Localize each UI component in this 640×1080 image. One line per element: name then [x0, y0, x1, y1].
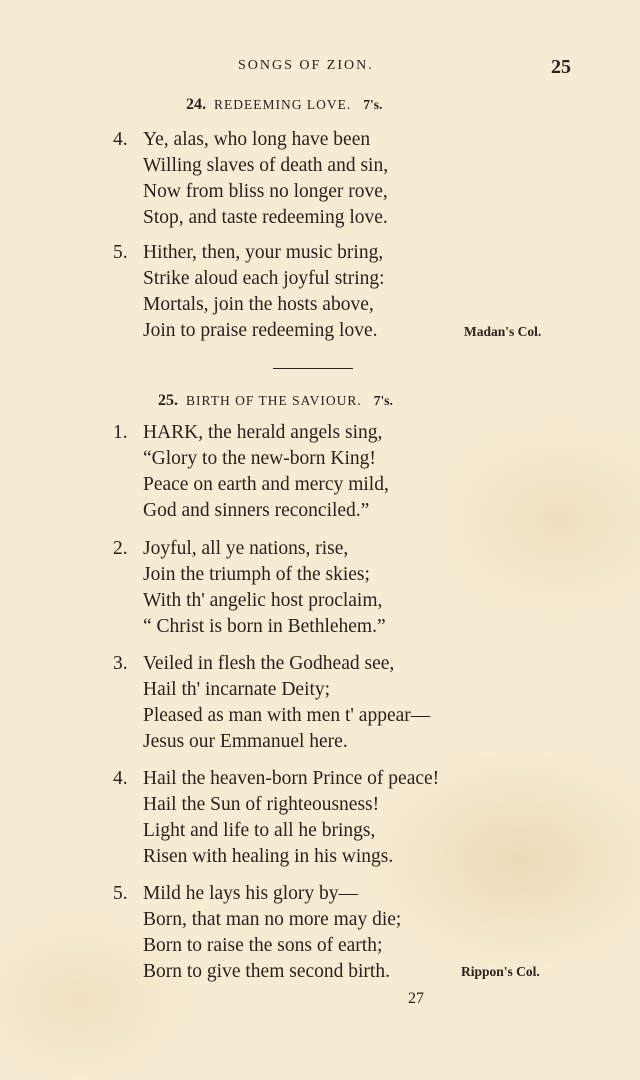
running-head: [0, 56, 640, 80]
verse-line: “ Christ is born in Bethlehem.”: [143, 616, 386, 637]
hymn-25-attribution: Rippon's Col.: [461, 964, 540, 979]
verse-line: God and sinners reconciled.”: [143, 500, 370, 521]
verse-line: Join to praise redeeming love.: [143, 320, 378, 341]
verse-line: 2. Joyful, all ye nations, rise,: [113, 536, 386, 562]
hymn-24-verse-4: [113, 127, 388, 231]
verse-line: “Glory to the new-born King!: [143, 448, 376, 469]
hymn-title: REDEEMING LOVE.: [214, 97, 352, 112]
verse-number: 4.: [113, 768, 128, 789]
verse-line: 5. Hither, then, your music bring,: [113, 240, 385, 266]
hymn-25-heading: [158, 392, 393, 412]
verse-line: 4. Ye, alas, who long have been: [113, 127, 388, 153]
hymn-24-verse-5: [113, 240, 385, 344]
verse-number: 5.: [113, 242, 128, 263]
verse-line: Join the triumph of the skies;: [143, 564, 370, 585]
running-title: SONGS OF ZION.: [238, 58, 374, 73]
verse-line: Mortals, join the hosts above,: [143, 294, 374, 315]
hymn-number: 25.: [158, 392, 178, 409]
hymn-25-verse-2: [113, 536, 386, 640]
verse-line: Pleased as man with men t' appear—: [143, 705, 431, 726]
hymn-25-verse-4: [113, 766, 439, 870]
verse-number: 3.: [113, 653, 128, 674]
verse-line: With th' angelic host proclaim,: [143, 590, 383, 611]
hymn-24-heading: [186, 96, 382, 116]
verse-line: Risen with healing in his wings.: [143, 846, 394, 867]
signature-mark: 27: [408, 990, 424, 1007]
hymn-meter: 7's.: [373, 393, 393, 408]
verse-line: Born, that man no more may die;: [143, 909, 402, 930]
verse-line: 5. Mild he lays his glory by—: [113, 881, 401, 907]
verse-line: Jesus our Emmanuel here.: [143, 731, 348, 752]
verse-number: 5.: [113, 883, 128, 904]
hymn-25-verse-3: [113, 651, 430, 755]
hymn-meter: 7's.: [363, 97, 383, 112]
section-divider: [273, 368, 353, 369]
verse-line: 1. HARK, the herald angels sing,: [113, 420, 389, 446]
verse-line: Peace on earth and mercy mild,: [143, 474, 389, 495]
verse-line: Hail the Sun of righteousness!: [143, 794, 380, 815]
verse-line: 3. Veiled in flesh the Godhead see,: [113, 651, 430, 677]
verse-line: Born to raise the sons of earth;: [143, 935, 383, 956]
hymn-title: BIRTH OF THE SAVIOUR.: [186, 393, 362, 408]
hymn-25-verse-5: [113, 881, 401, 985]
verse-line: Born to give them second birth.: [143, 961, 390, 982]
verse-line: Light and life to all he brings,: [143, 820, 376, 841]
page-number: 25: [551, 56, 571, 78]
verse-number: 2.: [113, 538, 128, 559]
verse-number: 4.: [113, 129, 128, 150]
verse-line: Stop, and taste redeeming love.: [143, 207, 388, 228]
hymn-number: 24.: [186, 96, 206, 113]
hymn-24-attribution: Madan's Col.: [464, 324, 542, 339]
verse-line: 4. Hail the heaven-born Prince of peace!: [113, 766, 439, 792]
verse-line: Now from bliss no longer rove,: [143, 181, 388, 202]
verse-number: 1.: [113, 422, 128, 443]
verse-line: Hail th' incarnate Deity;: [143, 679, 331, 700]
hymn-25-verse-1: [113, 420, 389, 524]
verse-line: Willing slaves of death and sin,: [143, 155, 389, 176]
verse-line: Strike aloud each joyful string:: [143, 268, 385, 289]
